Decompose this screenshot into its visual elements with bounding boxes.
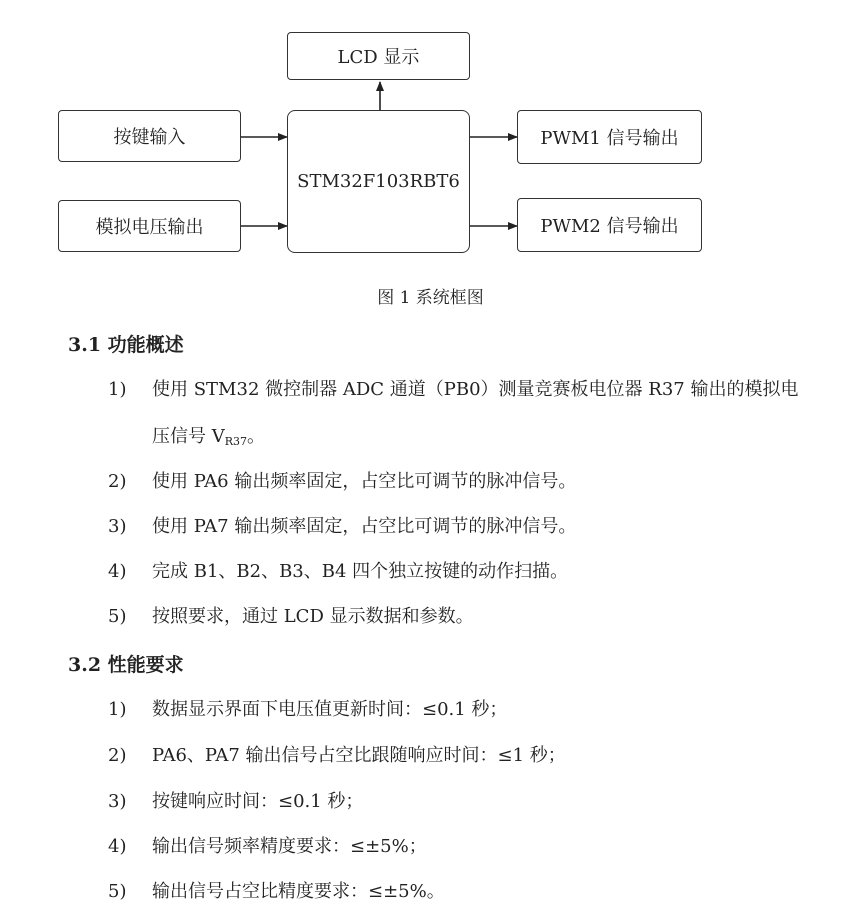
- item-text-cont: 压信号 V: [152, 426, 225, 447]
- item-text: PA6、PA7 输出信号占空比跟随响应时间：≤1 秒；: [152, 745, 566, 766]
- section-heading-performance: 3.2 性能要求: [68, 654, 184, 676]
- function-item: [108, 467, 576, 493]
- requirement-item: [108, 877, 445, 903]
- mcu-block: [287, 110, 470, 253]
- item-text: 使用 STM32 微控制器 ADC 通道（PB0）测量竞赛板电位器 R37 输出的模拟电: [152, 379, 799, 400]
- lcd-display-label: LCD 显示: [337, 47, 420, 68]
- item-subscript: R37: [224, 435, 248, 448]
- item-number: 3): [108, 791, 127, 812]
- section-heading-function-overview: 3.1 功能概述: [68, 334, 184, 356]
- item-number: 4): [108, 836, 127, 857]
- requirement-item: [108, 832, 427, 858]
- function-item: [108, 602, 474, 628]
- function-item: [108, 512, 576, 538]
- pwm1-output-label: PWM1 信号输出: [540, 128, 679, 149]
- item-text: 输出信号占空比精度要求：≤±5%。: [152, 881, 445, 902]
- item-number: 1): [108, 699, 127, 720]
- item-number: 5): [108, 606, 127, 627]
- item-text: 数据显示界面下电压值更新时间：≤0.1 秒；: [152, 699, 508, 720]
- lcd-display-block: [287, 32, 470, 80]
- item-text: 按键响应时间：≤0.1 秒；: [152, 791, 364, 812]
- item-text: 完成 B1、B2、B3、B4 四个独立按键的动作扫描。: [152, 561, 569, 582]
- analog-voltage-label: 模拟电压输出: [95, 217, 204, 238]
- function-item-continuation: [152, 422, 265, 448]
- pwm2-output-label: PWM2 信号输出: [540, 216, 679, 237]
- function-item: [108, 375, 798, 401]
- item-text: 使用 PA7 输出频率固定，占空比可调节的脉冲信号。: [152, 516, 577, 537]
- item-number: 2): [108, 471, 127, 492]
- item-number: 2): [108, 745, 127, 766]
- item-text: 输出信号频率精度要求：≤±5%；: [152, 836, 427, 857]
- figure-caption: 图 1 系统框图: [377, 288, 484, 308]
- item-text-end: 。: [247, 426, 266, 447]
- requirement-item: [108, 695, 507, 721]
- mcu-label: STM32F103RBT6: [297, 171, 460, 192]
- requirement-item: [108, 787, 363, 813]
- analog-voltage-block: [58, 200, 241, 252]
- pwm1-output-block: [517, 110, 702, 164]
- requirement-item: [108, 741, 566, 767]
- function-item: [108, 557, 568, 583]
- item-text: 使用 PA6 输出频率固定，占空比可调节的脉冲信号。: [152, 471, 577, 492]
- item-number: 3): [108, 516, 127, 537]
- item-number: 1): [108, 379, 127, 400]
- system-block-diagram: [0, 0, 861, 270]
- key-input-label: 按键输入: [113, 127, 186, 148]
- item-number: 4): [108, 561, 127, 582]
- item-text: 按照要求，通过 LCD 显示数据和参数。: [152, 606, 474, 627]
- item-number: 5): [108, 881, 127, 902]
- key-input-block: [58, 110, 241, 162]
- pwm2-output-block: [517, 198, 702, 252]
